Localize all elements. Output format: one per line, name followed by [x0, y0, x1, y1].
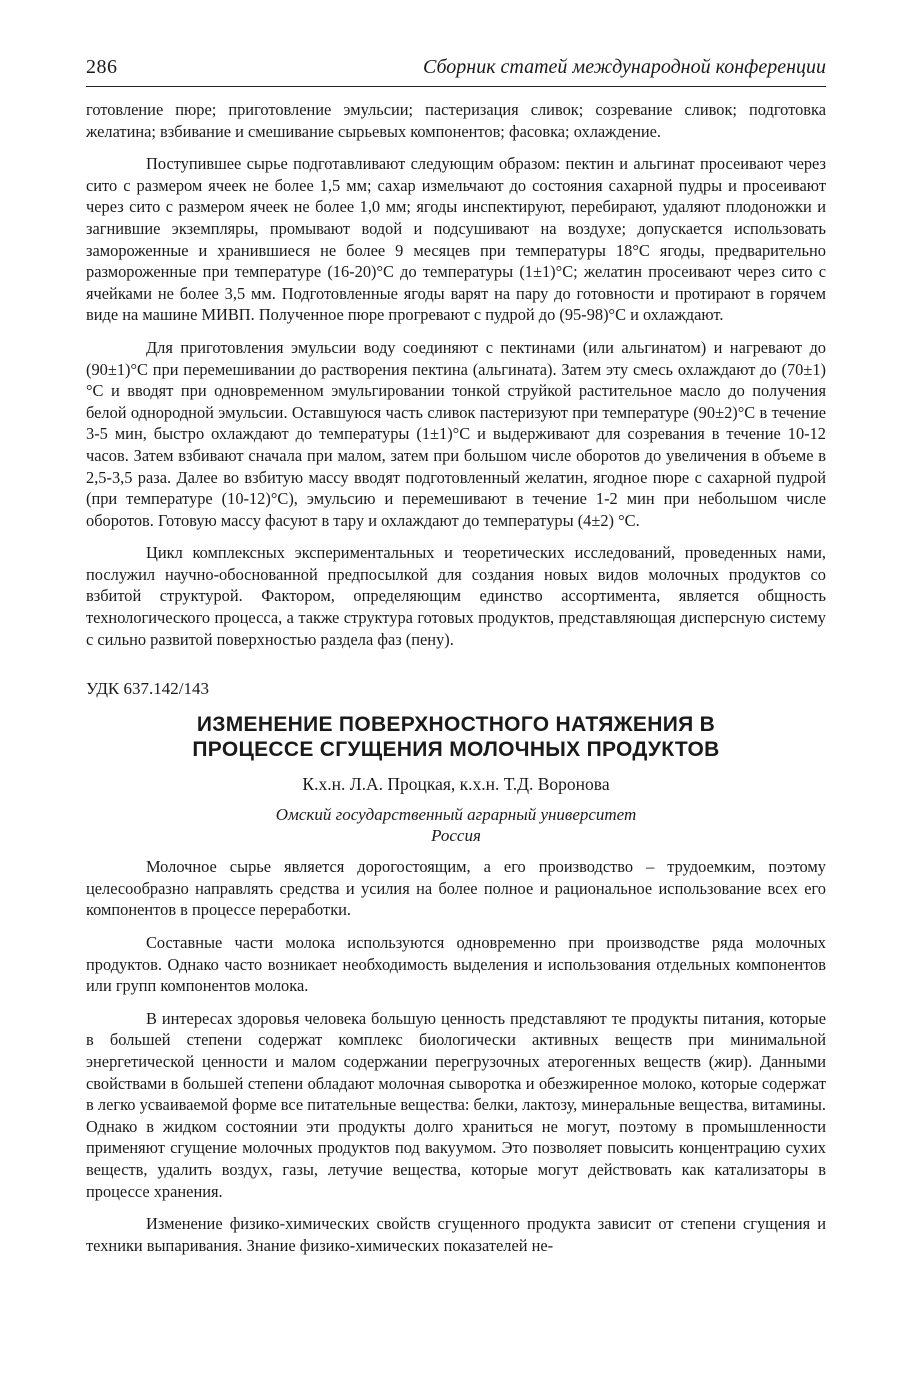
article-title	[86, 712, 826, 762]
page-number: 286	[86, 56, 118, 78]
article-authors: К.х.н. Л.А. Процкая, к.х.н. Т.Д. Воронова	[302, 774, 610, 795]
article-title-line: ИЗМЕНЕНИЕ ПОВЕРХНОСТНОГО НАТЯЖЕНИЯ В	[196, 713, 716, 737]
affiliation-country: Россия	[431, 826, 481, 846]
paragraph: Поступившее сырье подготавливают следующим образом: пектин и альгинат просеивают через сито с размером ячеек не более 1,5 мм; сахар измельчают до состояния сахарной пудры и просеивают через сито с размером ячеек не более 1,0 мм; ягоды инспектируют, перебирают, удаляют плодоножки и загнившие экземпляры, промывают водой и подсушивают на воздухе; допускается использовать замороженные и хранившиеся не более 9 месяцев при температуры 18°С ягоды, предварительно размороженные при температуре (16-20)°С до температуры (1±1)°С; желатин просеивают через сито с ячейками не более 3,5 мм. Подготовленные ягоды варят на пару до готовности и протирают в горячем виде на машине МИВП. Полученное пюре прогревают с пудрой до (95-98)°С и охлаждают.	[86, 154, 826, 325]
paragraph: Составные части молока используются одновременно при производстве ряда молочных продуктов. Однако часто возникает необходимость выделения и использования отдельных компонентов или групп компонентов молока.	[86, 933, 826, 996]
article-title-line: ПРОЦЕССЕ СГУЩЕНИЯ МОЛОЧНЫХ ПРОДУКТОВ	[192, 738, 720, 762]
page	[86, 56, 826, 1267]
paragraph: Для приготовления эмульсии воду соединяют с пектинами (или альгинатом) и нагревают до (90±1)°С при перемешивании до растворения пектина (альгината). Затем эту смесь охлаждают до (70±1)°С и вводят при одновременном эмульгировании тонкой струйкой растительное масло до получения белой однородной эмульсии. Оставшуюся часть сливок пастеризуют при температуре (90±2)°С в течение 3-5 мин, быстро охлаждают до температуры (1±1)°С и выдерживают для созревания в течение 10-12 часов. Затем взбивают сначала при малом, затем при большом числе оборотов до увеличения в объеме в 2,5-3,5 раза. Далее во взбитую массу вводят подготовленный желатин, ягодное пюре с сахарной пудрой (при температуре (10-12)°С), эмульсию и перемешивают в течение 1-2 мин при небольшом числе оборотов. Готовую массу фасуют в тару и охлаждают до температуры (4±2) °С.	[86, 337, 826, 530]
udk-code: УДК 637.142/143	[86, 679, 209, 699]
paragraph: Изменение физико-химических свойств сгущенного продукта зависит от степени сгущения и техники выпаривания. Знание физико-химических показателей не-	[86, 1214, 826, 1255]
page-header	[86, 56, 826, 86]
running-title: Сборник статей международной конференции	[423, 56, 826, 78]
paragraph: Молочное сырье является дорогостоящим, а его производство – трудоемким, поэтому целесообразно направлять средства и усилия на более полное и рациональное использование всех его компонентов в процессе переработки.	[86, 857, 826, 920]
article-affiliation	[86, 804, 826, 846]
paragraph-continued: готовление пюре; приготовление эмульсии; пастеризация сливок; созревание сливок; подготовка желатина; взбивание и смешивание сырьевых компонентов; фасовка; охлаждение.	[86, 100, 826, 141]
header-rule	[86, 86, 826, 87]
paragraph: В интересах здоровья человека большую ценность представляют те продукты питания, которые в большей степени содержат комплекс биологически активных веществ при минимальной энергетической ценности и малом содержании перегрузочных атерогенных веществ (жир). Данными свойствами в большей степени обладают молочная сыворотка и обезжиренное молоко, которые содержат в легко усваиваемой форме все питательные вещества: белки, лактозу, минеральные вещества, витамины. Однако в жидком состоянии эти продукты долго храниться не могут, поэтому в промышленности применяют сгущение молочных продуктов под вакуумом. Это позволяет повысить концентрацию сухих веществ, удалить воздух, газы, летучие вещества, которые могут действовать как катализаторы в процессе хранения.	[86, 1008, 826, 1201]
affiliation-name: Омский государственный аграрный университет	[275, 805, 637, 825]
paragraph: Цикл комплексных экспериментальных и теоретических исследований, проведенных нами, послужил научно-обоснованной предпосылкой для создания новых видов молочных продуктов со взбитой структурой. Фактором, определяющим единство ассортимента, является общность технологического процесса, а также структура готовых продуктов, представляющая дисперсную систему с сильно развитой поверхностью раздела фаз (пену).	[86, 543, 826, 649]
